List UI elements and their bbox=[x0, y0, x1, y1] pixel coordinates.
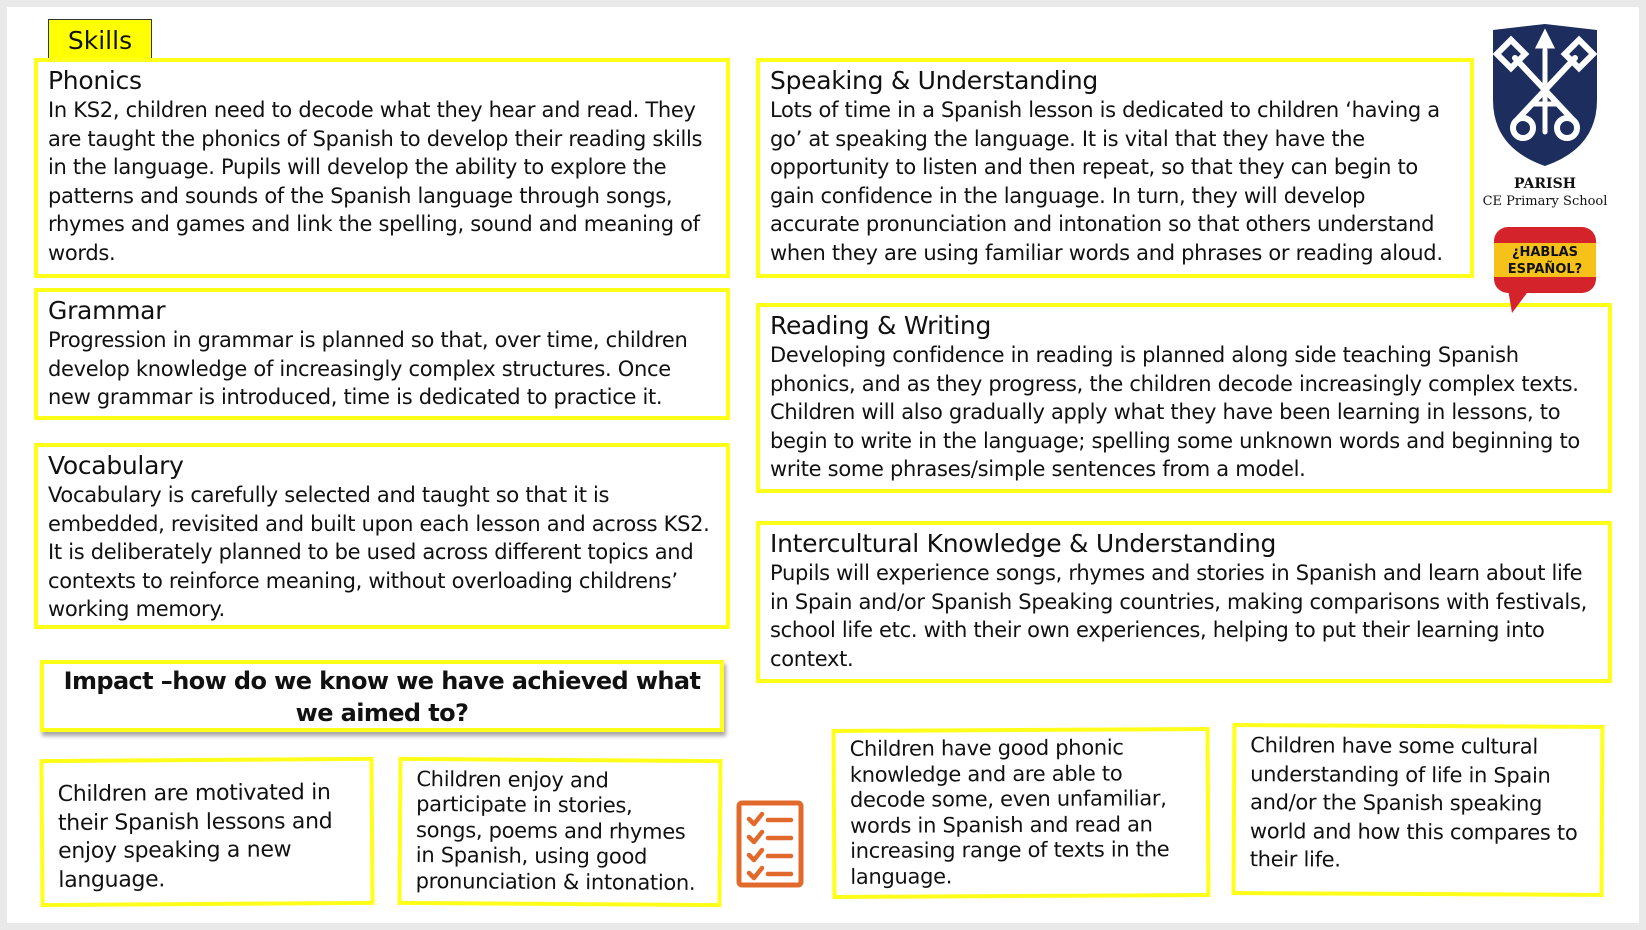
impact-card-text: Children have good phonic knowledge and are able to decode some, even unfamiliar, words in Spanish and read an increasing range of texts in the language. bbox=[849, 735, 1170, 889]
impact-card bbox=[1232, 723, 1605, 897]
shield-icon bbox=[1470, 20, 1620, 174]
vocabulary-body: Vocabulary is carefully selected and taught so that it is embedded, revisited and built upon each lesson and across KS2. It is deliberately planned to be used across different topics and contexts to reinforce meaning, without overloading childrens’ working memory. bbox=[48, 483, 710, 622]
grammar-title: Grammar bbox=[48, 296, 166, 325]
phonics-title: Phonics bbox=[48, 66, 142, 95]
speech-bubble-icon bbox=[1490, 223, 1600, 317]
speaking-body: Lots of time in a Spanish lesson is dedicated to children ‘having a go’ at speaking the language. It is vital that they have the opportunity to listen and then repeat, so that they can begin to gain confidence in the language. In turn, they will develop accurate pronunciation and intonation so that others understand when they are using familiar words and phrases or reading aloud. bbox=[770, 98, 1443, 265]
impact-card-text: Children enjoy and participate in stories, songs, poems and rhymes in Spanish, using good pronunciation & intonation. bbox=[415, 766, 696, 895]
impact-card bbox=[832, 727, 1211, 899]
impact-card bbox=[397, 757, 722, 907]
grammar-body: Progression in grammar is planned so that, over time, children develop knowledge of increasingly complex structures. Once new grammar is introduced, time is dedicated to practice it. bbox=[48, 328, 688, 410]
intercultural-box bbox=[756, 521, 1612, 683]
reading-title: Reading & Writing bbox=[770, 311, 992, 340]
intercultural-body: Pupils will experience songs, rhymes and stories in Spanish and learn about life in Spain and/or Spanish Speaking countries, making comparisons with festivals, school life etc. with their own experiences, helping to put their learning into context. bbox=[770, 561, 1587, 671]
impact-card-text: Children have some cultural understanding of life in Spain and/or the Spanish speaking world and how this compares to their life. bbox=[1249, 733, 1578, 872]
impact-card-text: Children are motivated in their Spanish lessons and enjoy speaking a new language. bbox=[57, 780, 333, 893]
grammar-box bbox=[34, 288, 730, 420]
school-logo bbox=[1470, 20, 1620, 209]
impact-card bbox=[39, 757, 374, 907]
vocabulary-title: Vocabulary bbox=[48, 451, 184, 480]
phonics-body: In KS2, children need to decode what they hear and read. They are taught the phonics of Spanish to develop their reading skills in the language. Pupils will develop the ability to explore the patterns and sounds of the Spanish language through songs, rhymes and games and link the spelling, sound and meaning of words. bbox=[48, 98, 703, 265]
speaking-title: Speaking & Understanding bbox=[770, 66, 1098, 95]
badge-line1: ¿HABLAS bbox=[1511, 245, 1579, 260]
intercultural-title: Intercultural Knowledge & Understanding bbox=[770, 529, 1277, 558]
logo-line1: PARISH bbox=[1514, 176, 1576, 192]
logo-line2: CE Primary School bbox=[1482, 194, 1608, 209]
vocabulary-box bbox=[34, 443, 730, 629]
skills-tag: Skills bbox=[48, 19, 152, 63]
reading-body: Developing confidence in reading is planned along side teaching Spanish phonics, and as they progress, the children decode increasingly complex texts. Children will also gradually apply what they have been learning in lessons, to begin to write in the language; spelling some unknown words and beginning to write some phrases/simple sentences from a model. bbox=[770, 343, 1580, 482]
speaking-box bbox=[756, 58, 1474, 278]
badge-line2: ESPAÑOL? bbox=[1507, 262, 1583, 277]
reading-box bbox=[756, 303, 1612, 493]
impact-heading: Impact –how do we know we have achieved what we aimed to? bbox=[40, 660, 724, 732]
phonics-box bbox=[34, 58, 730, 278]
checklist-icon bbox=[736, 800, 804, 888]
